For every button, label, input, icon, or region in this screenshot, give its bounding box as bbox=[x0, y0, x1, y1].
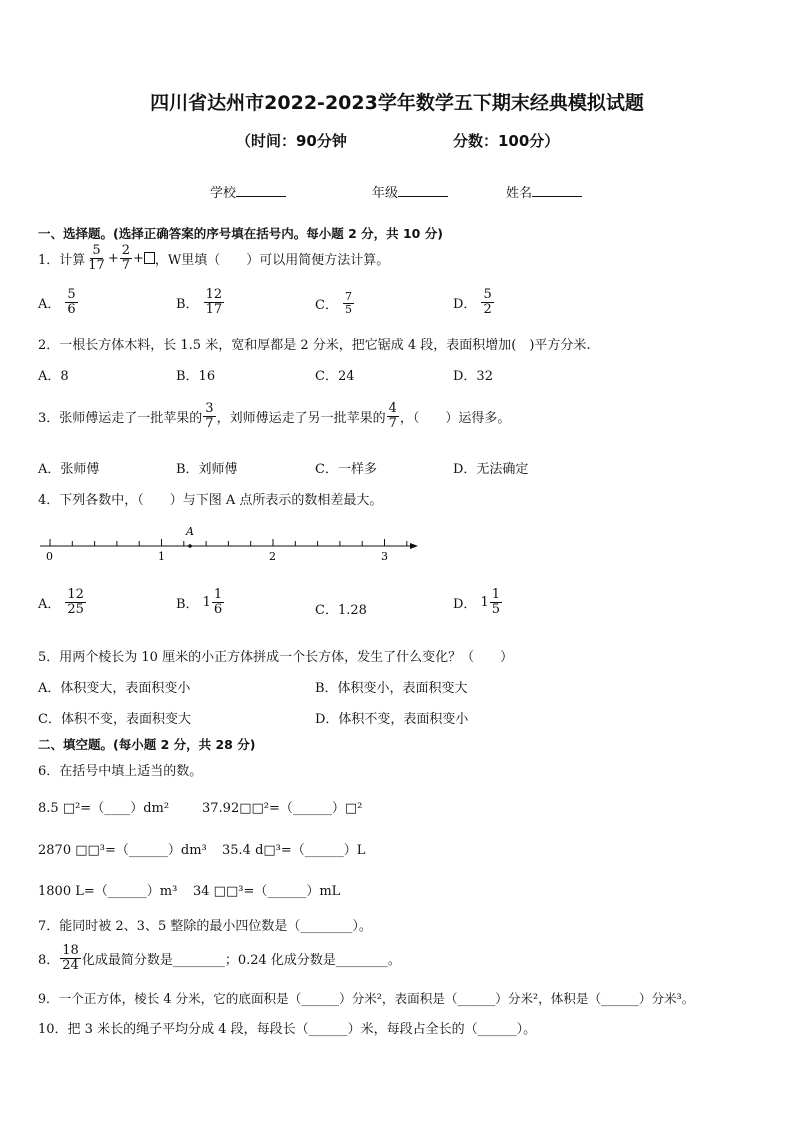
page-title: 四川省达州市2022-2023学年数学五下期末经典模拟试题 bbox=[150, 92, 644, 114]
q1-suffix: ，W里填（ ）可以用简便方法计算。 bbox=[154, 252, 390, 268]
grade-field bbox=[372, 182, 448, 201]
fraction bbox=[387, 402, 399, 430]
q6-item-2: 37.92□□²=（______）□² bbox=[202, 801, 363, 816]
q1-option-b[interactable] bbox=[176, 288, 225, 316]
question-9: 9．一个正方体，棱长 4 分米，它的底面积是（______）分米²，表面积是（______）分米²，体积是（______）分米³。 bbox=[38, 991, 695, 1006]
blank-box-icon bbox=[144, 252, 155, 264]
grade-label: 年级 bbox=[372, 186, 399, 201]
numerator: 12 bbox=[67, 587, 84, 602]
denominator: 6 bbox=[213, 601, 223, 617]
q3-suffix: ，（ ）运得多。 bbox=[399, 410, 511, 426]
option-label: C． bbox=[315, 603, 338, 618]
tick-label-3: 3 bbox=[381, 550, 388, 563]
denominator: 17 bbox=[205, 301, 223, 317]
q6-item-5: 1800 L=（______）m³ bbox=[38, 884, 178, 899]
q8-suffix: 化成最简分数是________；0.24 化成分数是________。 bbox=[81, 952, 401, 968]
q6-item-3: 2870 □□³=（______）dm³ bbox=[38, 843, 207, 858]
q4-option-a[interactable] bbox=[38, 588, 87, 616]
question-10: 10．把 3 米长的绳子平均分成 4 段，每段长（______）米，每段占全长的（______）。 bbox=[38, 1022, 537, 1037]
plus-sign: + bbox=[133, 250, 144, 266]
question-8 bbox=[38, 944, 401, 972]
q2-option-b[interactable]: B．16 bbox=[176, 369, 216, 384]
fraction bbox=[212, 588, 224, 616]
denominator: 6 bbox=[67, 301, 76, 317]
option-label: B． bbox=[176, 296, 199, 312]
school-label: 学校 bbox=[210, 186, 237, 201]
q1-option-a[interactable] bbox=[38, 288, 79, 316]
fraction bbox=[203, 402, 215, 430]
option-label: D． bbox=[453, 296, 477, 312]
q2-option-c[interactable]: C．24 bbox=[315, 369, 355, 384]
name-label: 姓名 bbox=[506, 186, 533, 201]
q1-option-d[interactable] bbox=[453, 288, 495, 316]
section-choice-title: 一、选择题。(选择正确答案的序号填在括号内。每小题 2 分，共 10 分) bbox=[38, 226, 443, 241]
q3-option-b[interactable]: B．刘师傅 bbox=[176, 462, 238, 477]
option-label: D． bbox=[453, 596, 477, 612]
question-1 bbox=[38, 244, 389, 272]
fraction bbox=[65, 288, 77, 316]
q5-option-d[interactable]: D．体积不变，表面积变小 bbox=[315, 712, 469, 727]
q3-option-d[interactable]: D．无法确定 bbox=[453, 462, 529, 477]
fraction bbox=[86, 244, 107, 272]
denominator: 7 bbox=[121, 257, 131, 273]
denominator: 5 bbox=[491, 601, 500, 617]
question-3 bbox=[38, 402, 510, 430]
tick-label-1: 1 bbox=[158, 550, 165, 563]
arrow-right-icon bbox=[410, 543, 418, 549]
number-line bbox=[36, 520, 426, 564]
tick-label-0: 0 bbox=[46, 550, 53, 563]
point-a-label: A bbox=[186, 525, 194, 538]
question-4: 4．下列各数中，（ ）与下图 A 点所表示的数相差最大。 bbox=[38, 493, 383, 508]
exam-time: （时间：90分钟 bbox=[236, 132, 347, 150]
q5-option-c[interactable]: C．体积不变，表面积变大 bbox=[38, 712, 191, 727]
q3-middle: ，刘师傅运走了另一批苹果的 bbox=[216, 410, 386, 426]
fraction bbox=[120, 244, 132, 272]
numerator: 3 bbox=[205, 401, 214, 416]
fraction bbox=[204, 288, 225, 316]
question-6: 6．在括号中填上适当的数。 bbox=[38, 764, 203, 779]
q6-item-1: 8.5 □²=（____）dm² bbox=[38, 801, 170, 816]
fraction bbox=[343, 291, 354, 315]
whole-number: 1 bbox=[202, 594, 211, 610]
q1-option-c[interactable] bbox=[315, 291, 355, 315]
numerator: 12 bbox=[205, 287, 223, 302]
q5-option-b[interactable]: B．体积变小，表面积变大 bbox=[315, 681, 468, 696]
q3-option-c[interactable]: C．一样多 bbox=[315, 462, 377, 477]
q1-prefix: 1．计算 bbox=[38, 252, 86, 268]
q8-prefix: 8． bbox=[38, 952, 60, 968]
option-label: B． bbox=[176, 596, 199, 612]
tick-label-2: 2 bbox=[269, 550, 276, 563]
numerator: 5 bbox=[483, 287, 492, 302]
whole-number: 1 bbox=[480, 594, 489, 610]
option-label: C． bbox=[315, 297, 338, 313]
denominator: 17 bbox=[88, 257, 105, 273]
numerator: 2 bbox=[121, 243, 131, 258]
q3-prefix: 3．张师傅运走了一批苹果的 bbox=[38, 410, 203, 426]
q5-option-a[interactable]: A．体积变大，表面积变小 bbox=[38, 681, 191, 696]
exam-score: 分数：100分） bbox=[453, 132, 560, 150]
denominator: 25 bbox=[67, 601, 84, 617]
q4-option-b[interactable] bbox=[176, 588, 225, 616]
q2-option-d[interactable]: D．32 bbox=[453, 369, 493, 384]
fraction bbox=[65, 588, 86, 616]
denominator: 7 bbox=[388, 415, 397, 431]
q3-option-a[interactable]: A．张师傅 bbox=[38, 462, 100, 477]
plus-sign: + bbox=[107, 250, 119, 266]
question-5: 5．用两个棱长为 10 厘米的小正方体拼成一个长方体，发生了什么变化？（ ） bbox=[38, 650, 514, 665]
denominator: 7 bbox=[205, 415, 214, 431]
numerator: 5 bbox=[67, 287, 76, 302]
numerator: 4 bbox=[388, 401, 397, 416]
fraction bbox=[490, 588, 502, 616]
question-7: 7．能同时被 2、3、5 整除的最小四位数是（________）。 bbox=[38, 919, 372, 934]
name-field bbox=[506, 182, 582, 201]
numerator: 18 bbox=[62, 943, 79, 958]
denominator: 2 bbox=[483, 301, 492, 317]
q4-option-c[interactable] bbox=[315, 599, 367, 618]
fraction bbox=[481, 288, 493, 316]
numerator: 7 bbox=[344, 290, 352, 303]
denominator: 5 bbox=[344, 302, 352, 316]
school-field bbox=[210, 182, 286, 201]
question-2: 2．一根长方体木料，长 1.5 米，宽和厚都是 2 分米，把它锯成 4 段，表面积增加( )平方分米. bbox=[38, 338, 591, 353]
q6-item-4: 35.4 d□³=（______）L bbox=[222, 843, 366, 858]
option-label: A． bbox=[38, 296, 61, 312]
q6-item-6: 34 □□³=（______）mL bbox=[193, 884, 341, 899]
numerator: 1 bbox=[213, 587, 223, 602]
numerator: 1 bbox=[491, 587, 500, 602]
denominator: 24 bbox=[62, 957, 79, 973]
fraction bbox=[60, 944, 81, 972]
point-a-marker bbox=[188, 544, 192, 548]
section-fill-title: 二、填空题。(每小题 2 分，共 28 分) bbox=[38, 737, 256, 752]
q2-option-a[interactable]: A．8 bbox=[38, 369, 69, 384]
q4-option-d[interactable] bbox=[453, 588, 503, 616]
number-line-ticks bbox=[50, 539, 426, 546]
numerator: 5 bbox=[92, 243, 101, 258]
option-value: 1.28 bbox=[337, 603, 367, 618]
option-label: A． bbox=[38, 596, 61, 612]
